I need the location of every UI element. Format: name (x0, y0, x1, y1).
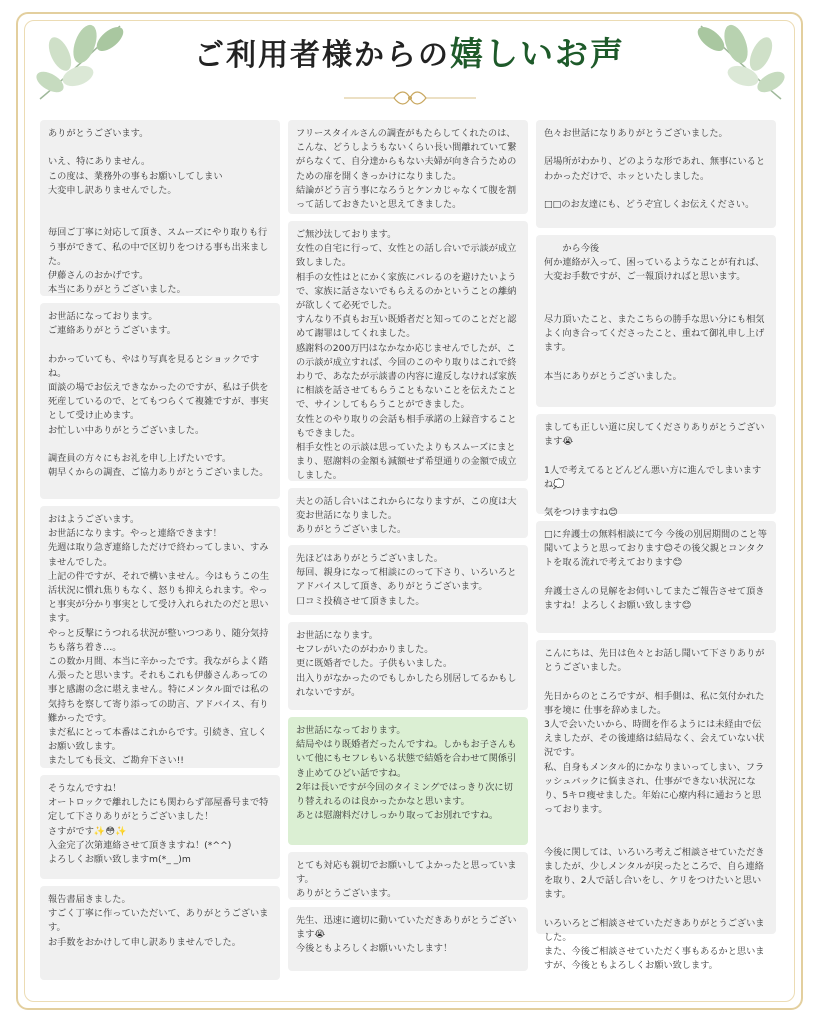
testimonial-card: から今後 何か連絡が入って、困っているようなことが有れば、大変お手数ですが、ご一報頂ければと思います。 尽力頂いたこと、またこちらの勝手な思い分にも相気よく向き合ってくださったこと、重ねて御礼申し上げます。 本当にありがとうございました。 (536, 235, 776, 407)
testimonial-card: ましても正しい道に戻してくださりありがとうございます😭 1人で考えてるとどんどん悪い方に進んでしまいますね💭 気をつけますね😊 (536, 414, 776, 514)
testimonial-card: 夫との話し合いはこれからになりますが、この度は大変お世話になりました。 ありがとうございました。 (288, 488, 528, 538)
testimonial-card: とても対応も親切でお願いしてよかったと思っています。 ありがとうございます。 (288, 852, 528, 900)
testimonial-card: □に弁護士の無料相談にて今 今後の別居期間のこと等聞いてようと思っております😊その後父親とコンタクトを取る流れで考えております😊 弁護士さんの見解をお伺いしてまたご報告させて頂きますね！よろしくお願い致します😊 (536, 521, 776, 633)
testimonial-card: ご無沙汰しております。 女性の自宅に行って、女性との話し合いで示談が成立致しました。 相手の女性はとにかく家族にバレるのを避けたいようで、家族に話さないでもらえるのかということの離納が欲しくて必死でした。 すんなり不貞もお互い既婚者だと知ってのことだと認めて謝罪はしてくれました。 感謝料の200万円はなかなか応じませんでしたが、この示談が成立すれば、今回のこのやり取りはこれで終わりで、あなたが示談書の内容に違反しなければ家族に相談を話させてもらうこともないことを伝えたことで、サインしてもらうことができました。 女性とのやり取りの会話も相手承諾の上録音することもできました。 相手女性との示談は思っていたよりもスムーズにまとまり、慰謝料の金額も減額せず希望通りの金額で成立しました。 (288, 221, 528, 481)
ornament-divider-icon (344, 88, 476, 108)
testimonial-card: 先ほどはありがとうございました。 毎回、親身になって相談にのって下さり、いろいろとアドバイスして頂き、ありがとうございます。 口コミ投稿させて頂きました。 (288, 545, 528, 615)
title-main: ご利用者様からの (194, 38, 450, 73)
testimonials-column-1 (40, 120, 280, 980)
testimonial-card: 報告書届きました。 すごく丁寧に作っていただいて、ありがとうございます。 お手数をおかけして申し訳ありませんでした。 (40, 886, 280, 980)
testimonials-column-2 (288, 120, 528, 980)
testimonial-card: ありがとうございます。 いえ、特にありません。 この度は、業務外の事もお願いしてしまい 大変申し訳ありませんでした。 毎回ご丁寧に対応して頂き、スムーズにやり取りも行う事ができて、私の中で区切りをつける事も出来ました。 伊藤さんのおかげです。 本当にありがとうございました。 (40, 120, 280, 296)
testimonial-card: おはようございます。 お世話になります。やっと連絡できます！ 先週は取り急ぎ連絡しただけで終わってしまい、すみませんでした。 上記の件ですが、それで構いません。今はもうこの生活状況に慣れ焦りもなく、怒りも抑えられます。やっと事実が分かり事実として受け入れられたのだと思います。 やっと反撃にうつれる状況が整いつつあり、随分気持ちも落ち着き…。 この数か月間、本当に辛かったです。我ながらよく踏ん張ったと思います。それもこれも伊藤さんあっての事と感謝の念に堪えません。特にメンタル面では私の気持ちを察して寄り添っての助言、アドバイス、有り難かったです。 まだ私にとって本番はこれからです。引続き、宜しくお願い致します。 またしても長文、ご勘弁下さい!! (40, 506, 280, 768)
testimonial-card: こんにちは、先日は色々とお話し聞いて下さりありがとうございました。 先日からのところですが、相手側は、私に気付かれた事を境に 仕事を辞めました。 3人で会いたいから、時間を作るようには未経由で伝えましたが、その後連絡は結局なく、会えていない状況です。 私、自身もメンタル的にかなりまいってしまい、フラッシュバックに悩まされ、仕事ができない状況になり、5キロ痩せました。年始に心療内科に通おうと思っております。 今後に関しては、いろいろ考えご相談させていただきましたが、少しメンタルが戻ったところで、自ら連絡を取り、2人で話し合いをし、ケリをつけたいと思います。 いろいろとご相談させていただきありがとうございました。 また、今後ご相談させていただく事もあるかと思いますが、今後ともよろしくお願い致します。 (536, 640, 776, 934)
testimonial-card: お世話になります。 セフレがいたのがわかりました。 更に既婚者でした。子供もいました。 出入りがなかったのでもしかしたら別居してるかもしれないですが。 (288, 622, 528, 710)
testimonial-card: フリースタイルさんの調査がもたらしてくれたのは、こんな、どうしようもないくらい長い間離れていて繋がらなくて、自分達からもない夫婦が向き合うためのための扉を開くきっかけになりました。 結論がどう言う事になろうとケンカじゃなくて腹を割って話しておきたいと思えてきました。 (288, 120, 528, 214)
title-accent: 嬉しいお声 (450, 34, 625, 73)
testimonial-card: お世話になっております。 ご連絡ありがとうございます。 わかっていても、やはり写真を見るとショックですね。 面談の場でお伝えできなかったのですが、私は子供を死産しているので、とてもつらくて複雑ですが、事実として受け止めます。 お忙しい中ありがとうございました。 調査員の方々にもお礼を申し上げたいです。 朝早くからの調査、ご協力ありがとうございました。 (40, 303, 280, 499)
testimonial-card-highlighted: お世話になっております。 結局やはり既婚者だったんですね。しかもお子さんもいて他にもセフレもいる状態で結婚を合わせて関係引き止めてひどい話ですね。 2年は長いですが今回のタイミングではっきり次に切り替えれるのは良かったかなと思います。 あとは慰謝料だけしっかり取ってお別れですね。 (288, 717, 528, 845)
testimonials-column-3 (536, 120, 776, 980)
page-title (0, 28, 819, 75)
testimonial-card: そうなんですね！ オートロックで離れしたにも関わらず部屋番号まで特定して下さりありがとうございました！ さすがです✨😳✨ 入金完了次第連絡させて頂きますね！(*^^) よろしくお願い致しますm(*_ _)m (40, 775, 280, 879)
testimonial-card: 先生、迅速に適切に動いていただきありがとうございます😭 今後ともよろしくお願いいたします！ (288, 907, 528, 971)
page-header (0, 28, 819, 75)
testimonials-grid (40, 120, 778, 980)
testimonial-card: 色々お世話になりありがとうございました。 居場所がわかり、どのような形であれ、無事にいるとわかっただけで、ホッといたしました。 □□のお友達にも、どうぞ宜しくお伝えください。 (536, 120, 776, 228)
